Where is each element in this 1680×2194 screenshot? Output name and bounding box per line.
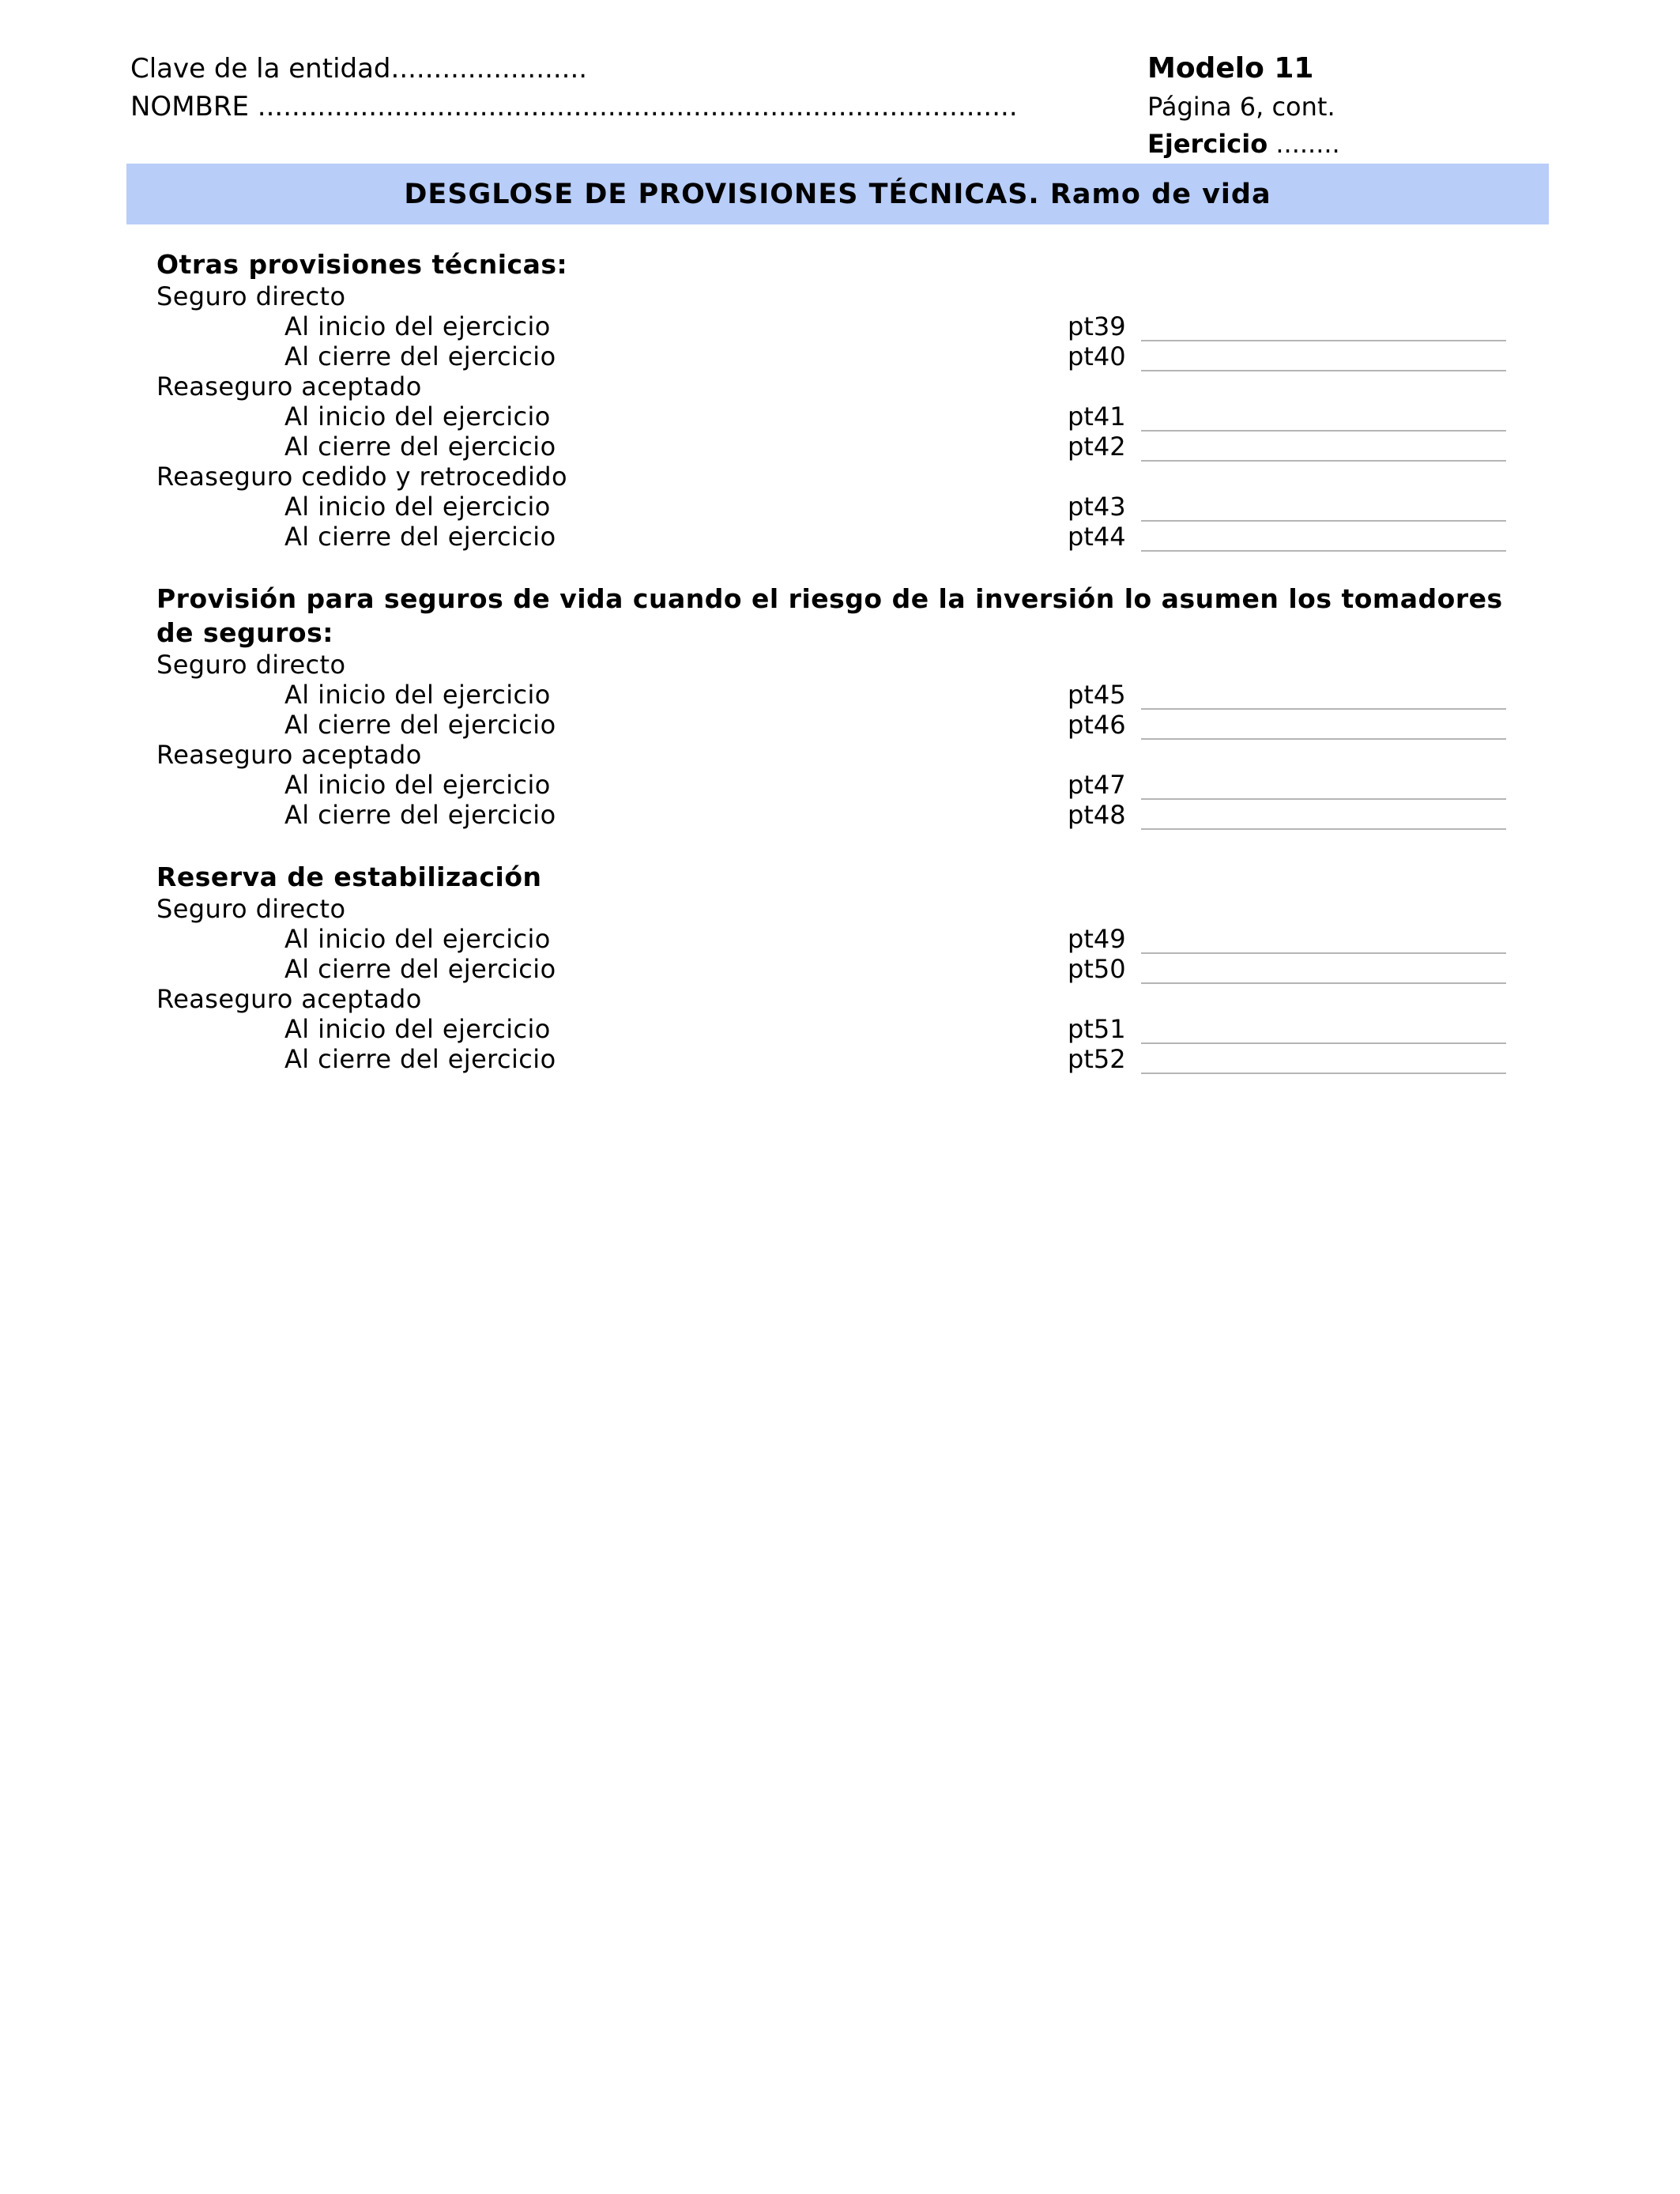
group-label: Reaseguro aceptado — [156, 984, 422, 1014]
group-label: Reaseguro aceptado — [156, 740, 422, 770]
value-entry-line[interactable] — [1141, 370, 1506, 371]
field-code: pt51 — [1068, 1014, 1126, 1044]
row-label: Al cierre del ejercicio — [284, 432, 556, 462]
form-row — [156, 432, 1508, 462]
row-label: Al cierre del ejercicio — [284, 341, 556, 371]
row-label: Al inicio del ejercicio — [284, 492, 551, 522]
group-label: Seguro directo — [156, 650, 346, 680]
form-row — [156, 311, 1508, 341]
section-title: Reserva de estabilización — [156, 861, 542, 892]
form-row — [156, 401, 1508, 432]
field-code: pt43 — [1068, 492, 1126, 522]
field-code: pt50 — [1068, 954, 1126, 984]
row-label: Al cierre del ejercicio — [284, 800, 556, 830]
section-title: Provisión para seguros de vida cuando el riesgo de la inversión lo asumen los tomadores de seguros: — [156, 583, 1503, 648]
fiscal-year-line — [1147, 124, 1340, 164]
form-section — [156, 860, 1508, 1074]
form-row — [156, 954, 1508, 984]
row-label: Al inicio del ejercicio — [284, 680, 551, 710]
group-label: Seguro directo — [156, 281, 346, 311]
field-code: pt39 — [1068, 311, 1126, 341]
value-entry-line[interactable] — [1141, 982, 1506, 984]
row-label: Al inicio del ejercicio — [284, 924, 551, 954]
value-entry-line[interactable] — [1141, 460, 1506, 462]
form-row — [156, 522, 1508, 552]
field-code: pt45 — [1068, 680, 1126, 710]
row-label: Al inicio del ejercicio — [284, 401, 551, 432]
row-label: Al cierre del ejercicio — [284, 954, 556, 984]
row-label: Al inicio del ejercicio — [284, 311, 551, 341]
entity-key-line: Clave de la entidad....................... — [130, 53, 588, 85]
form-row — [156, 924, 1508, 954]
form-row — [156, 800, 1508, 830]
form-section — [156, 247, 1508, 552]
form-row — [156, 1044, 1508, 1074]
form-section — [156, 582, 1508, 830]
row-label: Al cierre del ejercicio — [284, 1044, 556, 1074]
form-row — [156, 710, 1508, 740]
value-entry-line[interactable] — [1141, 738, 1506, 740]
field-code: pt48 — [1068, 800, 1126, 830]
form-row — [156, 341, 1508, 371]
group-label: Reaseguro aceptado — [156, 371, 422, 401]
entity-name-line: NOMBRE ......................................................................................... — [130, 91, 1018, 123]
field-code: pt41 — [1068, 401, 1126, 432]
form-row — [156, 1014, 1508, 1044]
field-code: pt44 — [1068, 522, 1126, 552]
field-code: pt46 — [1068, 710, 1126, 740]
value-entry-line[interactable] — [1141, 828, 1506, 830]
field-code: pt47 — [1068, 770, 1126, 800]
page-title: DESGLOSE DE PROVISIONES TÉCNICAS. Ramo de vida — [404, 178, 1271, 210]
form-row — [156, 680, 1508, 710]
section-title: Otras provisiones técnicas: — [156, 249, 568, 280]
value-entry-line[interactable] — [1141, 1072, 1506, 1074]
row-label: Al inicio del ejercicio — [284, 770, 551, 800]
fiscal-year-label: Ejercicio — [1147, 129, 1268, 159]
field-code: pt49 — [1068, 924, 1126, 954]
group-label: Reaseguro cedido y retrocedido — [156, 462, 567, 492]
row-label: Al cierre del ejercicio — [284, 710, 556, 740]
fiscal-year-value: ........ — [1275, 129, 1340, 159]
section-banner — [126, 164, 1549, 224]
form-model-number: Modelo 11 — [1147, 52, 1314, 85]
row-label: Al inicio del ejercicio — [284, 1014, 551, 1044]
provisions-form — [156, 247, 1508, 1104]
form-row — [156, 492, 1508, 522]
group-label: Seguro directo — [156, 894, 346, 924]
form-row — [156, 770, 1508, 800]
field-code: pt40 — [1068, 341, 1126, 371]
field-code: pt42 — [1068, 432, 1126, 462]
value-entry-line[interactable] — [1141, 550, 1506, 552]
page-number: Página 6, cont. — [1147, 92, 1335, 122]
field-code: pt52 — [1068, 1044, 1126, 1074]
row-label: Al cierre del ejercicio — [284, 522, 556, 552]
